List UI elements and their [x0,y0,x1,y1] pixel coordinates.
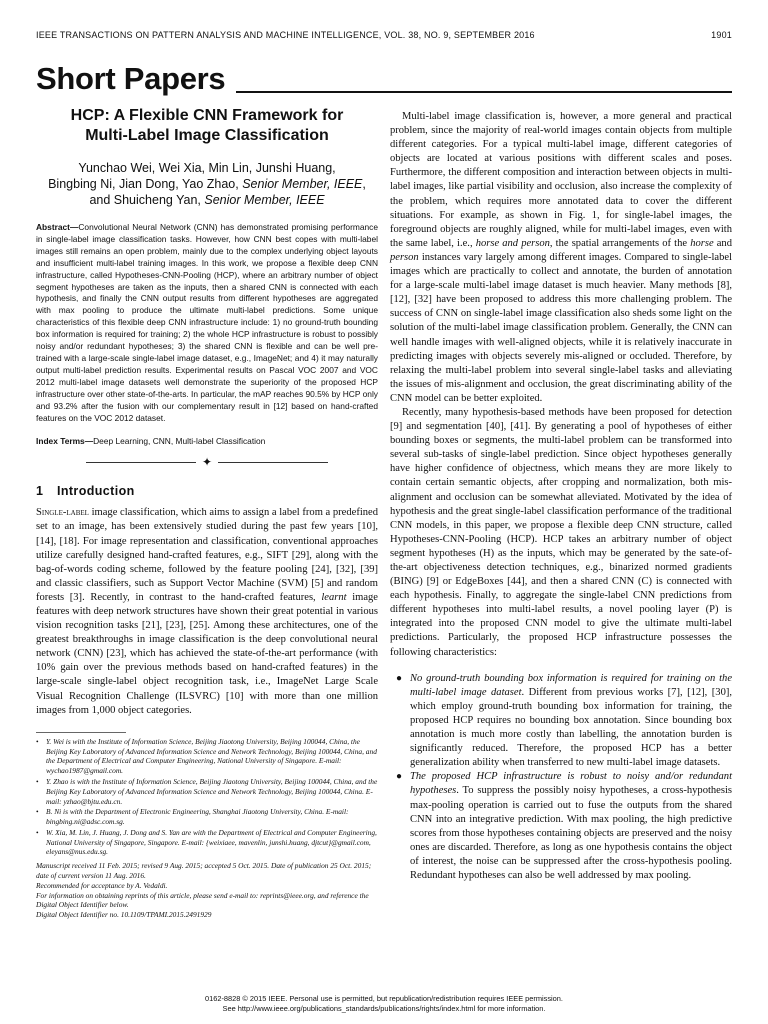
characteristics-list [390,672,732,883]
abstract [36,222,378,424]
right-paragraph-1 [390,110,732,406]
footnote-item [36,777,378,806]
right-text-c: and [713,237,732,249]
paper-title [36,106,378,146]
copyright-footer [0,994,768,1013]
footnote-bullet-icon: • [36,736,39,746]
list-item [390,770,732,883]
intro-lead-word: Single-label [36,507,89,519]
right-column [390,110,732,883]
section-number: 1 [36,484,43,499]
page-number: 1901 [711,30,732,40]
index-terms [36,436,378,448]
index-terms-text: Deep Learning, CNN, Multi-label Classification [93,436,266,447]
section-banner [36,62,732,100]
footnote-bullet-icon: • [36,827,39,837]
divider-ornament-icon: ✦ [201,455,213,470]
footnote-bullet-icon: • [36,807,39,817]
footnote-text: Y. Zhao is with the Institute of Information Science, Beijing Jiaotong University, Beijing 100044, China, and the Beijing Key Laboratory of Advanced Information Science and Network Technology, Beijing 100044, China. E-mail: yzhao@bjtu.edu.cn. [46,776,378,806]
section-title: Introduction [56,484,135,499]
intro-paragraph-1 [36,506,378,717]
author-names-3: and Shuicheng Yan, [89,193,205,207]
author-line-3 [36,192,378,208]
index-terms-heading: Index Terms— [36,436,94,447]
section-divider [36,454,378,470]
footnote-item [36,737,378,776]
author-membership-2: Senior Member, IEEE [204,193,325,207]
bullet-1-text: . Different from previous works [7], [12], [30], which employ ground-truth bounding box information for training, the proposed HCP requires no bounding box annotation. Since bounding box annotation is much more costly than labelling, the annotation burden is significantly reduced. Therefore, the proposed HCP has a better generalization ability when transferred to new multi-label image datasets. [410,686,733,769]
abstract-text: Convolutional Neural Network (CNN) has demonstrated promising performance in single-label image classification tasks. However, how CNN best copes with multi-label images still remains an open problem, mainly due to the complex underlying object layouts and insufficient multi-label training images. In this work, we propose a flexible deep CNN infrastructure, called Hypotheses-CNN-Pooling (HCP), where an arbitrary number of object segment hypotheses are taken as the inputs, then a shared CNN is connected with each hypothesis, and finally the CNN output results from different hypotheses are aggregated with max pooling to produce the ultimate multi-label predictions. Some unique characteristics of this flexible deep CNN infrastructure include: 1) no ground-truth bounding box information is required for training; 2) the whole HCP infrastructure is robust to possibly noisy and/or redundant hypotheses; 3) the shared CNN is flexible and can be well pre-trained with a large-scale single-label image dataset, e.g., ImageNet; and 4) it may naturally output multi-label prediction results. Experimental results on Pascal VOC 2007 and VOC 2012 multi-label image datasets well demonstrate the superiority of the proposed HCP infrastructure over other state-of-the-arts. In particular, the mAP reaches 90.5% by HCP only and 93.2% after the fusion with our complementary result in [12] based on hand-crafted features on the VOC 2012 dataset. [36,222,378,423]
author-names-2: Bingbing Ni, Jian Dong, Yao Zhao, [48,177,243,191]
bullet-icon: ● [396,771,403,783]
bullet-2-text: . To suppress the possibly noisy hypotheses, a cross-hypothesis max-pooling operation is carried out to fuse the outputs from the shared CNN into an integrative prediction. With max pooling, the high predictive scores from those hypotheses containing objects are preserved and the noisy ones are discarded. Therefore, as long as one hypothesis contains the object of interest, the noise can be suppressed after the cross-hypothesis pooling. Redundant hypotheses can also be well addressed by max pooling. [410,785,732,881]
author-list [36,160,378,208]
footnote-item [36,828,378,857]
section-heading-introduction [36,484,378,498]
list-item [390,672,732,771]
footnote-item [36,807,378,827]
publication-info [36,861,378,920]
author-comma: , [362,177,366,191]
paper-title-line-1: HCP: A Flexible CNN Framework for [70,107,344,124]
section-banner-label: Short Papers [36,61,229,96]
permissions-line: See http://www.ieee.org/publications_standards/publications/rights/index.html for more information. [222,1003,546,1013]
intro-text-b: image features with deep network structures have shown their great potential in various vision recognition tasks [21], [23], [25]. Among these architectures, one of the greatest breakthroughs in image classification is the deep convolutional neural network (CNN) [23], which has achieved the state-of-the-art performance (with 10% gain over the previous methods based on hand-crafted features) in the large-scale single-label object recognition task, i.e., ImageNet Large Scale Visual Recognition Challenge (ILSVRC) [10] with more than one million images from 1,000 object categories. [36,591,378,716]
footnote-text: W. Xia, M. Lin, J. Huang, J. Dong and S. Yan are with the Department of Electrical and Computer Engineering, National University of Singapore, Singapore. E-mail: {weixiaee, mavenlin, junshi.huang, djtcut}@gmail.com, eleyans@nus.edu.sg. [46,827,377,857]
left-column [36,106,378,920]
bullet-1-emphasis: No ground-truth bounding box information is required for training on the multi-label image dataset [410,672,732,698]
footnote-bullet-icon: • [36,776,39,786]
paper-title-line-2: Multi-Label Image Classification [85,127,329,144]
pub-info-editor: Recommended for acceptance by A. Vedaldi. [36,880,168,890]
footnote-text: B. Ni is with the Department of Electronic Engineering, Shanghai Jiaotong University, China. E-mail: bingbing.ni@adsc.com.sg. [46,807,349,827]
author-membership-1: Senior Member, IEEE [242,177,363,191]
pub-info-doi: Digital Object Identifier no. 10.1109/TPAMI.2015.2491929 [36,910,212,920]
abstract-heading: Abstract— [36,222,79,232]
bullet-2-emphasis: The proposed HCP infrastructure is robust to noisy and/or redundant hypotheses [410,771,732,797]
right-paragraph-2: Recently, many hypothesis-based methods have been proposed for detection [9] and segmentation [40], [41]. By generating a pool of hypotheses of either bounding boxes or segments, the multi-label problem can be transformed into several sub-tasks of single-label prediction. Since object hypotheses generally have higher confidence of objectness, which means they are more likely to contain certain semantic objects, after cropping and normalization, both mis-alignment and occlusion can be somewhat alleviated. Motivated by the idea of hypothesis and the great single-label classification performance of the traditional CNN models, in this paper, we propose a flexible deep CNN structure, called Hypotheses-CNN-Pooling (HCP). HCP takes an arbitrary number of object segment hypotheses (H) as the inputs, which may be generated by the sate-of-the-art objectiveness detection techniques, e.g., binarized normed gradients (BING) [9] or EdgeBoxes [44], and then a shared CNN (C) is connected with each hypothesis. Finally, to aggregate the single-label CNN predictions from different hypotheses into multi-label results, a novel pooling layer (P) is integrated into the proposed CNN model to give the ultimate multi-label predictions. Particularly, the proposed HCP infrastructure possesses the following characteristics: [390,406,732,658]
right-emphasis-3: person [390,251,419,263]
copyright-line: 0162-8828 © 2015 IEEE. Personal use is permitted, but republication/redistribution requires IEEE permission. [205,994,563,1003]
section-banner-rule [236,91,732,93]
right-text-d: instances vary largely among different images. Compared to single-label images which are practically to collect and annotate, the burden of annotation for a large-scale multi-label image dataset is much heavier. Many methods [8], [12], [32] have been proposed to address this more challenging problem. The success of CNN on single-label image classification also sheds some light on the solution of the multi-label image classification problem. Generally, the CNN can well handle images with well-aligned objects, while it is relatively inaccurate in predicting images with objects severely mis-aligned or occluded. Therefore, by relaxing the multi-label problem into several single-label tasks and alleviating the issues of mis-alignment and occlusion, the great discriminating ability of the CNN model can be better exploited. [390,251,732,404]
running-head [36,30,732,44]
intro-emphasis: learnt [321,591,347,603]
author-line-2 [36,176,378,192]
pub-info-reprints: For information on obtaining reprints of this article, please send e-mail to: reprints@ieee.org, and reference the Digital Object Identifier below. [36,890,369,910]
author-line-1: Yunchao Wei, Wei Xia, Min Lin, Junshi Huang, [78,161,336,175]
footnote-text: Y. Wei is with the Institute of Information Science, Beijing Jiaotong University, Beijing 100044, China, the Beijing Key Laboratory of Advanced Information Science and Network Technology, Beijing 100044, China, and the Department of Electrical and Computer Engineering, National University of Singapore. E-mail: wychao1987@gmail.com. [46,736,377,776]
intro-text-a: image classification, which aims to assign a label from a predefined set to an image, has been extensively studied during the past few years [10], [14], [18]. For image representation and classification, conventional approaches utilize carefully designed hand-crafted features, e.g., SIFT [29], along with the bag-of-words coding scheme, followed by the feature pooling [24], [32], [39] and classic classifiers, such as Support Vector Machine (SVM) [5] and random forests [3]. Recently, in contrast to the hand-crafted features, [36,507,378,603]
right-emphasis-1: horse and person [475,237,550,249]
pub-info-dates: Manuscript received 11 Feb. 2015; revised 9 Aug. 2015; accepted 5 Oct. 2015. Date of publication 25 Oct. 2015; date of current version 11 Aug. 2016. [36,861,372,881]
right-text-a: Multi-label image classification is, however, a more general and practical problem, since the majority of real-world images contain objects from multiple different categories. For a typical multi-label image, different categories of objects are located at various positions with different scales and poses. Furthermore, the different composition and interaction between objects in multi-label images, like partial visibility and occlusion, also increase the complexity of the problem, which requires more annotated data to cover the different situations. For example, as shown in Fig. 1, for single-label images, the foreground objects are roughly aligned, while for multi-label images, even with the same label, i.e., [390,111,732,249]
right-emphasis-2: horse [690,237,714,249]
divider-line-left [86,462,196,463]
journal-name: IEEE TRANSACTIONS ON PATTERN ANALYSIS AND MACHINE INTELLIGENCE, VOL. 38, NO. 9, SEPTEMBER 2016 [36,30,535,40]
affiliation-footnotes [36,737,378,858]
divider-line-right [218,462,328,463]
right-text-b: , the spatial arrangements of the [549,237,691,249]
footnote-rule [36,732,126,733]
bullet-icon: ● [396,672,403,684]
